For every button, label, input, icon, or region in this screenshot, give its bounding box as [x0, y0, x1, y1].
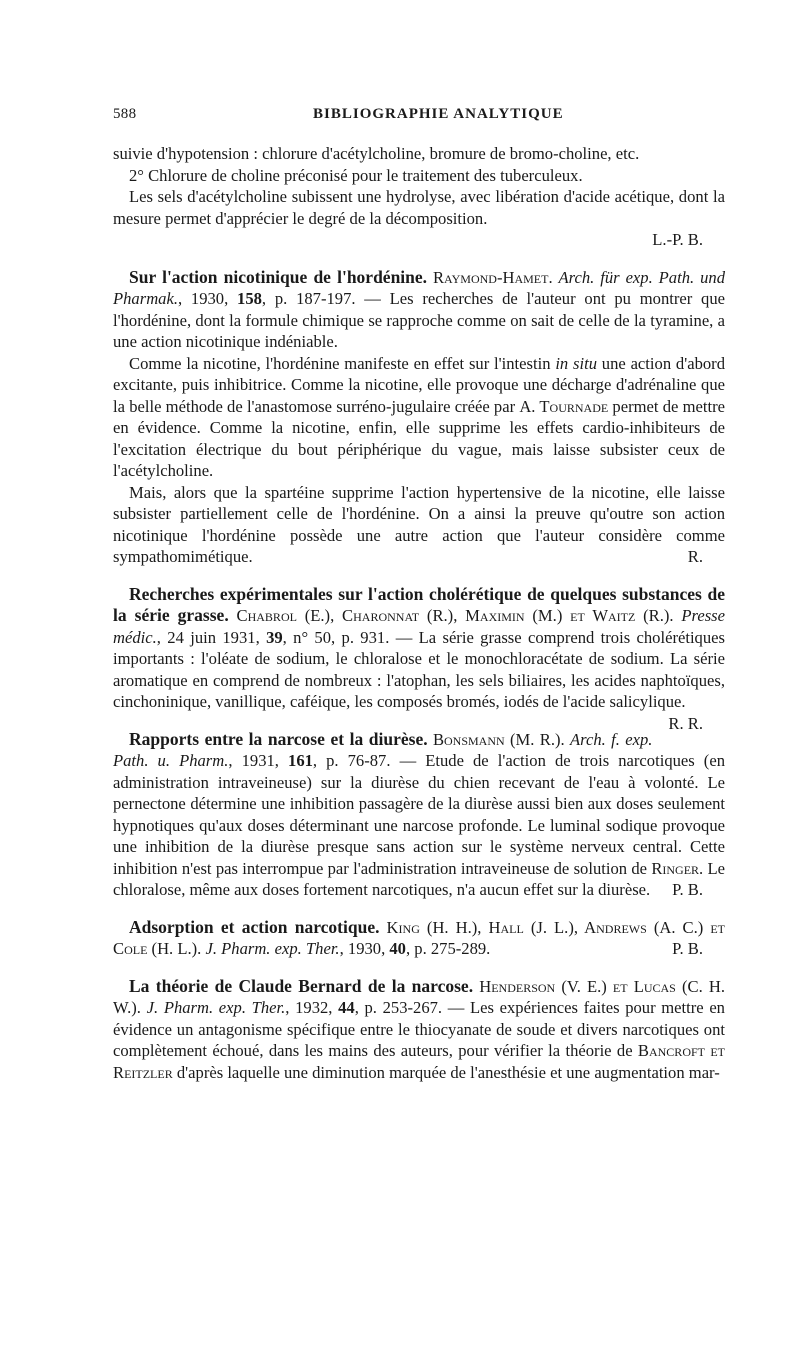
abstract-adsorption — [113, 917, 725, 960]
abstract-author: King (H. H.), Hall (J. L.), Andrews (A. C.) et Cole (H. L.). — [113, 917, 725, 958]
abstract-title: Recherches expérimentales sur l'action cholérétique de quelques substances de la série grasse. — [113, 583, 725, 625]
abstract-paragraph — [113, 583, 725, 733]
abstract-title: La théorie de Claude Bernard de la narcose. — [129, 975, 474, 996]
abstract-author: Bonsmann (M. R.). — [432, 729, 565, 749]
page-body — [113, 143, 725, 1083]
abstract-text: , p. 76-87. — Etude de l'action de trois narcotiques (en administration intraveineuse) sur la diurèse du chien recevant de l'eau à volonté. Le pernectone détermine une inhibition passagère de la diurèse aussi bien aux doses seulement hypnotiques qu'aux doses déterminant une narcose profonde. Le luminal sodique provoque une inhibition de la diurèse presque sans action sur le système nerveux central. Cette inhibition n'est pas interrompue par l'administration intraveineuse de solution de — [113, 751, 725, 878]
journal-name: Arch. für exp. Path. und Pharmak. — [113, 267, 725, 308]
abstract-signature: P. B. — [672, 939, 703, 958]
page-number: 588 — [113, 106, 137, 122]
abstract-text: Mais, alors que la spartéine supprime l'action hypertensive de la nicotine, elle laisse subsister partiellement celle de l'hordénine. On a ainsi la preuve qu'outre son action nicotinique l'hordénine possède une autre action que l'auteur considère comme sympathomimétique. — [113, 482, 725, 566]
abstract-text: , p. 187-197. — Les recherches de l'auteur ont pu montrer que l'hordénine, dont la formule chimique se rapproche comme on sait de celle de la tyramine, a une action nicotinique indéniable. — [113, 289, 726, 351]
journal-name: J. Pharm. exp. Ther. — [205, 939, 340, 958]
abstract-paragraph — [113, 482, 725, 568]
abstract-signature: P. B. — [672, 880, 703, 899]
abstract-text: une action d'abord excitante, puis inhibitrice. Comme la nicotine, elle provoque une décharge d'adrénaline que la belle méthode de l'anastomose surréno-jugulaire créée par — [113, 353, 725, 416]
abstract-text: , p. 253-267. — Les expériences faites pour mettre en évidence un antagonisme spécifique entre le thiocyanate de soude et divers narcotiques ont complètement échoué, dans les mains des auteurs, pour vérifier la théorie de — [113, 998, 725, 1060]
top-signature: L.-P. B. — [652, 230, 703, 249]
abstract-diurese — [113, 729, 725, 901]
abstract-text: . Le chloralose, même aux doses fortement narcotiques, n'a aucun effet sur la diurèse. — [113, 858, 725, 899]
abstract-text: Comme la nicotine, l'hordénine manifeste en effet sur l'intestin — [129, 353, 556, 373]
journal-volume: 40 — [389, 939, 406, 958]
abstract-signature: R. — [687, 547, 703, 566]
journal-volume: 44 — [338, 998, 355, 1017]
journal-volume: 39 — [266, 627, 283, 647]
abstract-title: Sur l'action nicotinique de l'hordénine. — [129, 266, 428, 287]
abstract-text: d'après laquelle une diminution marquée de l'anesthésie et une augmentation mar- — [172, 1062, 720, 1082]
top-paragraph-2: 2° Chlorure de choline préconisé pour le traitement des tuberculeux. — [129, 165, 583, 185]
abstract-paragraph — [113, 729, 725, 901]
abstract-text: , n° 50, p. 931. — La série grasse comprend trois cholérétiques importants : l'oléate de sodium, le chloralose et le monochloracétate de sodium. La série aromatique en comprend de nombreux : l'atophan, les sels biliaires, les acides naphtoïques, cinchoninique, vanillique, caféique, les composés bromés, iodés de l'acide salicylique. — [113, 627, 725, 711]
journal-volume: 158 — [237, 289, 262, 308]
cited-name: Ringer — [651, 858, 700, 878]
abstract-paragraph — [113, 976, 725, 1084]
journal-name: Presse médic. — [113, 606, 725, 647]
abstract-choleretique — [113, 583, 725, 733]
abstract-signature: R. R. — [668, 713, 703, 733]
abstract-title: Adsorption et action narcotique. — [129, 916, 380, 937]
journal-year: , 1931, — [228, 751, 289, 770]
abstract-author: Chabrol (E.), Charonnat (R.), Maximin (M.) et Waitz (R.). — [236, 606, 674, 625]
abstract-italic: in situ — [555, 353, 597, 373]
journal-year: , 1930, — [177, 289, 238, 308]
abstract-text: permet de mettre en évidence. Comme la nicotine, enfin, elle supprime les effets cardio-inhibiteurs de l'excitation électrique du bout périphérique du vague, mais laisse subsister ceux de l'acétylcholine. — [113, 396, 726, 480]
journal-pages: , p. 275-289. — [405, 939, 491, 958]
abstract-hordenine — [113, 267, 725, 568]
abstract-author: Henderson (V. E.) et Lucas (C. H. W.). — [113, 976, 725, 1017]
journal-year: , 1932, — [285, 998, 339, 1017]
abstract-paragraph — [113, 267, 725, 353]
abstract-paragraph — [113, 353, 725, 482]
abstract-title: Rapports entre la narcose et la diurèse. — [129, 728, 428, 749]
abstract-author: Raymond-Hamet. — [432, 267, 553, 287]
journal-year: , 1930, — [339, 939, 390, 958]
running-title: BIBLIOGRAPHIE ANALYTIQUE — [313, 106, 564, 122]
journal-name: Arch. f. exp. Path. u. Pharm. — [113, 729, 653, 770]
cited-name: Bancroft et Reitzler — [113, 1041, 725, 1082]
top-paragraph-1: suivie d'hypotension : chlorure d'acétylcholine, bromure de bromo-choline, etc. — [113, 144, 640, 163]
abstract-paragraph — [113, 917, 725, 960]
cited-name: A. Tournade — [519, 396, 609, 416]
journal-volume: 161 — [288, 751, 313, 770]
top-paragraph-3: Les sels d'acétylcholine subissent une hydrolyse, avec libération d'acide acétique, dont la mesure permet d'apprécier le degré de la décomposition. — [113, 187, 725, 228]
journal-date: , 24 juin 1931, — [156, 627, 267, 647]
journal-name: J. Pharm. exp. Ther. — [146, 998, 286, 1017]
abstract-claude-bernard — [113, 976, 725, 1084]
